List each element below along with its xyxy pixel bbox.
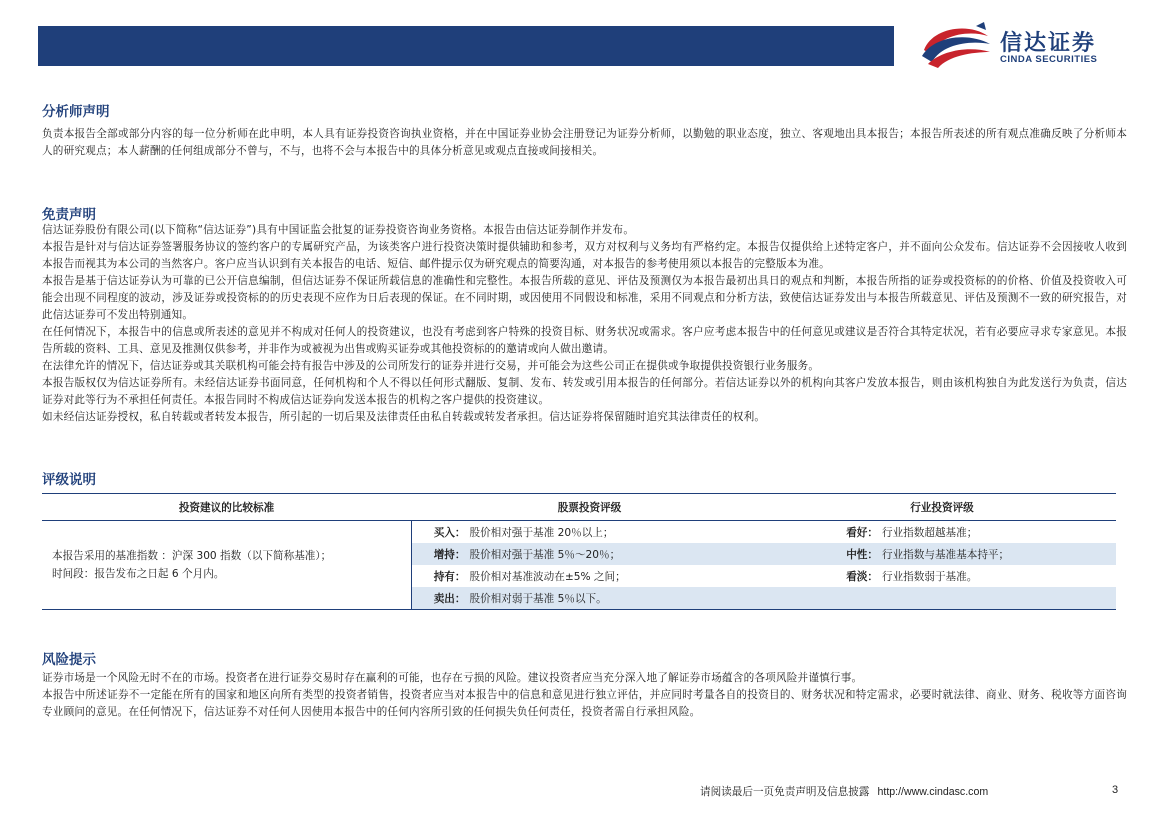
stock-rating-cell <box>411 543 768 565</box>
industry-rating-label: 中性： <box>846 548 878 561</box>
rating-header-industry: 行业投资评级 <box>768 494 1116 521</box>
stock-rating-cell <box>411 521 768 544</box>
industry-rating-desc: 行业指数弱于基准。 <box>882 570 978 583</box>
rating-row <box>42 521 1116 544</box>
analyst-statement-paragraph: 负责本报告全部或部分内容的每一位分析师在此申明，本人具有证券投资咨询执业资格，并在中国证券业协会注册登记为证券分析师，以勤勉的职业态度，独立、客观地出具本报告；本报告所表述的所有观点准确反映了分析师本人的研究观点；本人薪酬的任何组成部分不曾与，不与，也将不会与本报告中的具体分析意见或观点直接或间接相关。 <box>42 128 1127 157</box>
header-bar <box>38 26 894 66</box>
industry-rating-desc: 行业指数超越基准； <box>882 526 978 539</box>
cinda-logo-icon <box>918 20 994 70</box>
disclaimer-paragraph: 本报告是基于信达证券认为可靠的已公开信息编制，但信达证券不保证所载信息的准确性和完整性。本报告所载的意见、评估及预测仅为本报告最初出具日的观点和判断，本报告所指的证券或投资标的的价格、价值及投资收入可能会出现不同程度的波动，涉及证券或投资标的的历史表现不应作为日后表现的保证。在不同时期，或因使用不同假设和标准，采用不同观点和分析方法，致使信达证券发出与本报告所载意见、评估及预测不一致的研究报告，对此信达证券可不发出特别通知。 <box>42 275 1127 321</box>
disclaimer-text <box>42 222 1127 426</box>
risk-text <box>42 670 1127 721</box>
stock-rating-label: 卖出： <box>433 592 466 605</box>
rating-header-benchmark: 投资建议的比较标准 <box>42 494 411 521</box>
risk-paragraph: 证券市场是一个风险无时不在的市场。投资者在进行证券交易时存在赢利的可能，也存在亏损的风险。建议投资者应当充分深入地了解证券市场蕴含的各项风险并谨慎行事。 <box>42 672 863 684</box>
industry-rating-label: 看好： <box>846 526 878 539</box>
disclaimer-title: 免责声明 <box>42 207 96 223</box>
benchmark-line: 时间段：报告发布之日起 6 个月内。 <box>52 568 225 580</box>
stock-rating-desc: 股价相对强于基准 20％以上； <box>469 526 614 539</box>
page-number: 3 <box>1112 784 1119 796</box>
industry-rating-desc: 行业指数与基准基本持平； <box>882 548 1010 561</box>
stock-rating-desc: 股价相对弱于基准 5％以下。 <box>469 592 607 605</box>
rating-table <box>42 493 1116 610</box>
disclaimer-paragraph: 在法律允许的情况下，信达证券或其关联机构可能会持有报告中涉及的公司所发行的证券并进行交易，并可能会为这些公司正在提供或争取提供投资银行业务服务。 <box>42 360 820 372</box>
risk-title: 风险提示 <box>42 652 96 668</box>
stock-rating-cell <box>411 565 768 587</box>
logo-english-name: CINDA SECURITIES <box>1000 54 1098 65</box>
footer <box>700 784 988 799</box>
cinda-logo <box>918 20 1128 70</box>
stock-rating-label: 持有： <box>433 570 466 583</box>
footer-url-link[interactable]: http://www.cindasc.com <box>877 786 989 798</box>
rating-header-stock: 股票投资评级 <box>411 494 768 521</box>
disclaimer-paragraph: 本报告是针对与信达证券签署服务协议的签约客户的专属研究产品，为该类客户进行投资决策时提供辅助和参考，双方对权利与义务均有严格约定。本报告仅提供给上述特定客户，并不面向公众发布。信达证券不会因接收人收到本报告而视其为本公司的当然客户。客户应当认识到有关本报告的电话、短信、邮件提示仅为研究观点的简要沟通，对本报告的参考使用须以本报告的完整版本为准。 <box>42 241 1127 270</box>
analyst-statement-text <box>42 126 1127 160</box>
stock-rating-desc: 股价相对基准波动在±5% 之间； <box>469 570 626 583</box>
industry-rating-label: 看淡： <box>846 570 878 583</box>
logo-chinese-name: 信达证券 <box>1000 31 1097 56</box>
industry-rating-cell <box>768 587 1116 610</box>
disclaimer-paragraph: 如未经信达证券授权，私自转载或者转发本报告，所引起的一切后果及法律责任由私自转载或转发者承担。信达证券将保留随时追究其法律责任的权利。 <box>42 411 766 423</box>
footer-text: 请阅读最后一页免责声明及信息披露 <box>700 786 870 798</box>
rating-header-row <box>42 494 1116 521</box>
stock-rating-cell <box>411 587 768 610</box>
disclaimer-paragraph: 信达证券股份有限公司(以下简称“信达证券”)具有中国证监会批复的证券投资咨询业务资格。本报告由信达证券制作并发布。 <box>42 224 635 236</box>
stock-rating-label: 买入： <box>433 526 466 539</box>
industry-rating-cell <box>768 521 1116 544</box>
benchmark-line: 本报告采用的基准指数 ：沪深 300 指数（以下简称基准）； <box>52 550 332 562</box>
industry-rating-cell <box>768 565 1116 587</box>
risk-paragraph: 本报告中所述证券不一定能在所有的国家和地区向所有类型的投资者销售，投资者应当对本报告中的信息和意见进行独立评估，并应同时考量各自的投资目的、财务状况和特定需求，必要时就法律、商业、财务、税收等方面咨询专业顾问的意见。在任何情况下，信达证券不对任何人因使用本报告中的任何内容所引致的任何损失负任何责任，投资者需自行承担风险。 <box>42 689 1127 718</box>
disclaimer-paragraph: 本报告版权仅为信达证券所有。未经信达证券书面同意，任何机构和个人不得以任何形式翻版、复制、发布、转发或引用本报告的任何部分。若信达证券以外的机构向其客户发放本报告，则由该机构独自为此发送行为负责，信达证券对此等行为不承担任何责任。本报告同时不构成信达证券向发送本报告的机构之客户提供的投资建议。 <box>42 377 1127 406</box>
analyst-statement-title: 分析师声明 <box>42 104 110 120</box>
stock-rating-label: 增持： <box>433 548 466 561</box>
rating-title: 评级说明 <box>42 472 96 488</box>
stock-rating-desc: 股价相对强于基准 5％～20％； <box>469 548 621 561</box>
industry-rating-cell <box>768 543 1116 565</box>
benchmark-cell <box>42 521 411 610</box>
disclaimer-paragraph: 在任何情况下，本报告中的信息或所表述的意见并不构成对任何人的投资建议，也没有考虑到客户特殊的投资目标、财务状况或需求。客户应考虑本报告中的任何意见或建议是否符合其特定状况，若有必要应寻求专家意见。本报告所载的资料、工具、意见及推测仅供参考，并非作为或被视为出售或购买证券或其他投资标的的邀请或向人做出邀请。 <box>42 326 1127 355</box>
